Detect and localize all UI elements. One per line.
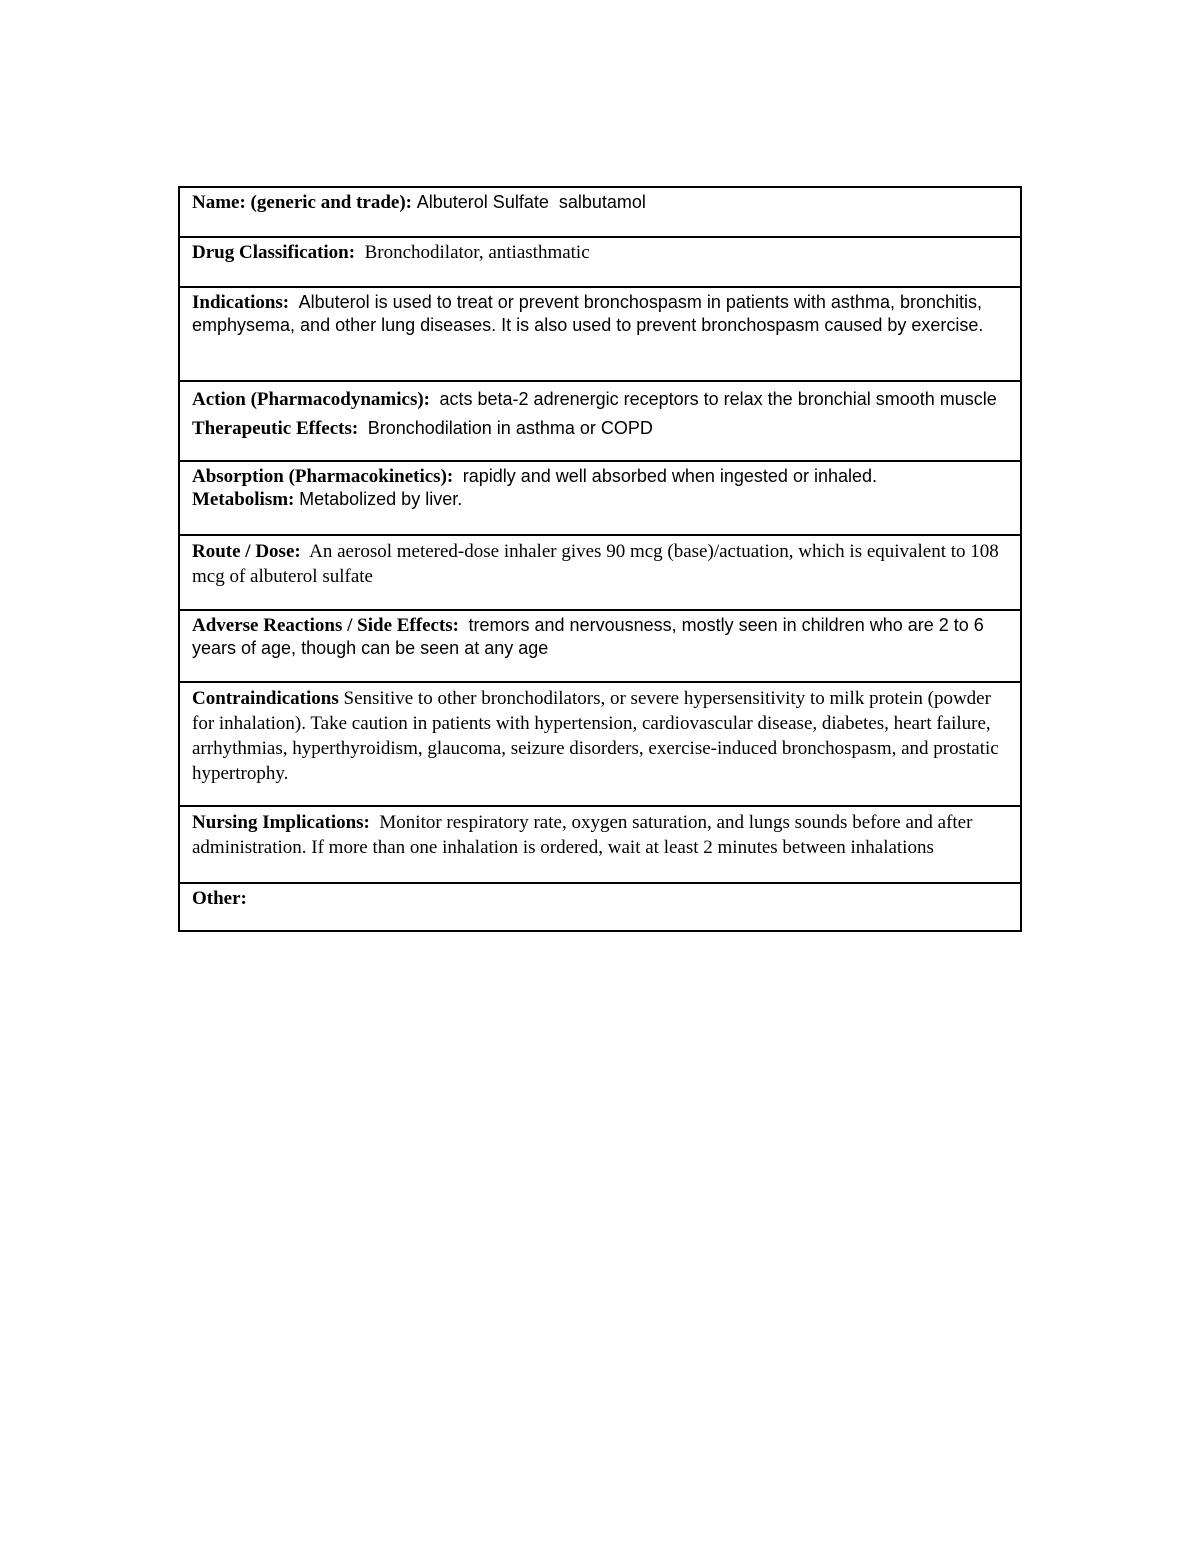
- therapeutic-effects-value: Bronchodilation in asthma or COPD: [367, 418, 653, 438]
- drug-card-table: [178, 186, 1022, 932]
- other-label: Other:: [192, 888, 247, 909]
- indications-value: Albuterol is used to treat or prevent bronchospasm in patients with asthma, bronchitis, emphysema, and other lung diseases. It is also used to prevent bronchospasm caused by exercise.: [192, 292, 984, 335]
- row-nursing-implications: [180, 805, 1020, 882]
- contraindications-value: Sensitive to other bronchodilators, or severe hypersensitivity to milk protein (powder for inhalation). Take caution in patients with hypertension, cardiovascular disease, diabetes, heart failure, arrhythmias, hyperthyroidism, glaucoma, seizure disorders, exercise-induced bronchospasm, and prostatic hypertrophy.: [192, 688, 999, 784]
- route-value: An aerosol metered-dose inhaler gives 90 mcg (base)/actuation, which is equivalent to 108 mcg of albuterol sulfate: [192, 541, 999, 587]
- therapeutic-effects-label: Therapeutic Effects:: [192, 418, 359, 439]
- classification-value: Bronchodilator, antiasthmatic: [364, 242, 590, 263]
- contraindications-label: Contraindications: [192, 688, 339, 709]
- metabolism-value: Metabolized by liver.: [299, 489, 463, 509]
- route-label: Route / Dose:: [192, 541, 301, 562]
- adverse-value: tremors and nervousness, mostly seen in children who are 2 to 6 years of age, though can be seen at any age: [192, 615, 984, 658]
- row-name: [180, 188, 1020, 236]
- row-indications: [180, 286, 1020, 380]
- nursing-value: Monitor respiratory rate, oxygen saturation, and lungs sounds before and after administration. If more than one inhalation is ordered, wait at least 2 minutes between inhalations: [192, 812, 973, 858]
- row-action: [180, 380, 1020, 460]
- metabolism-label: Metabolism:: [192, 489, 295, 510]
- action-label: Action (Pharmacodynamics):: [192, 389, 430, 410]
- action-value: acts beta-2 adrenergic receptors to relax the bronchial smooth muscle: [439, 389, 997, 409]
- name-value: Albuterol Sulfate salbutamol: [416, 192, 646, 212]
- row-adverse-reactions: [180, 609, 1020, 681]
- absorption-label: Absorption (Pharmacokinetics):: [192, 466, 454, 487]
- absorption-value: rapidly and well absorbed when ingested or inhaled.: [462, 466, 878, 486]
- row-route-dose: [180, 534, 1020, 609]
- indications-label: Indications:: [192, 292, 290, 313]
- adverse-label: Adverse Reactions / Side Effects:: [192, 615, 460, 636]
- nursing-label: Nursing Implications:: [192, 812, 370, 833]
- row-other: [180, 882, 1020, 930]
- row-contraindications: [180, 681, 1020, 805]
- row-absorption: [180, 460, 1020, 534]
- row-classification: [180, 236, 1020, 286]
- name-label: Name: (generic and trade):: [192, 192, 413, 213]
- classification-label: Drug Classification:: [192, 242, 356, 263]
